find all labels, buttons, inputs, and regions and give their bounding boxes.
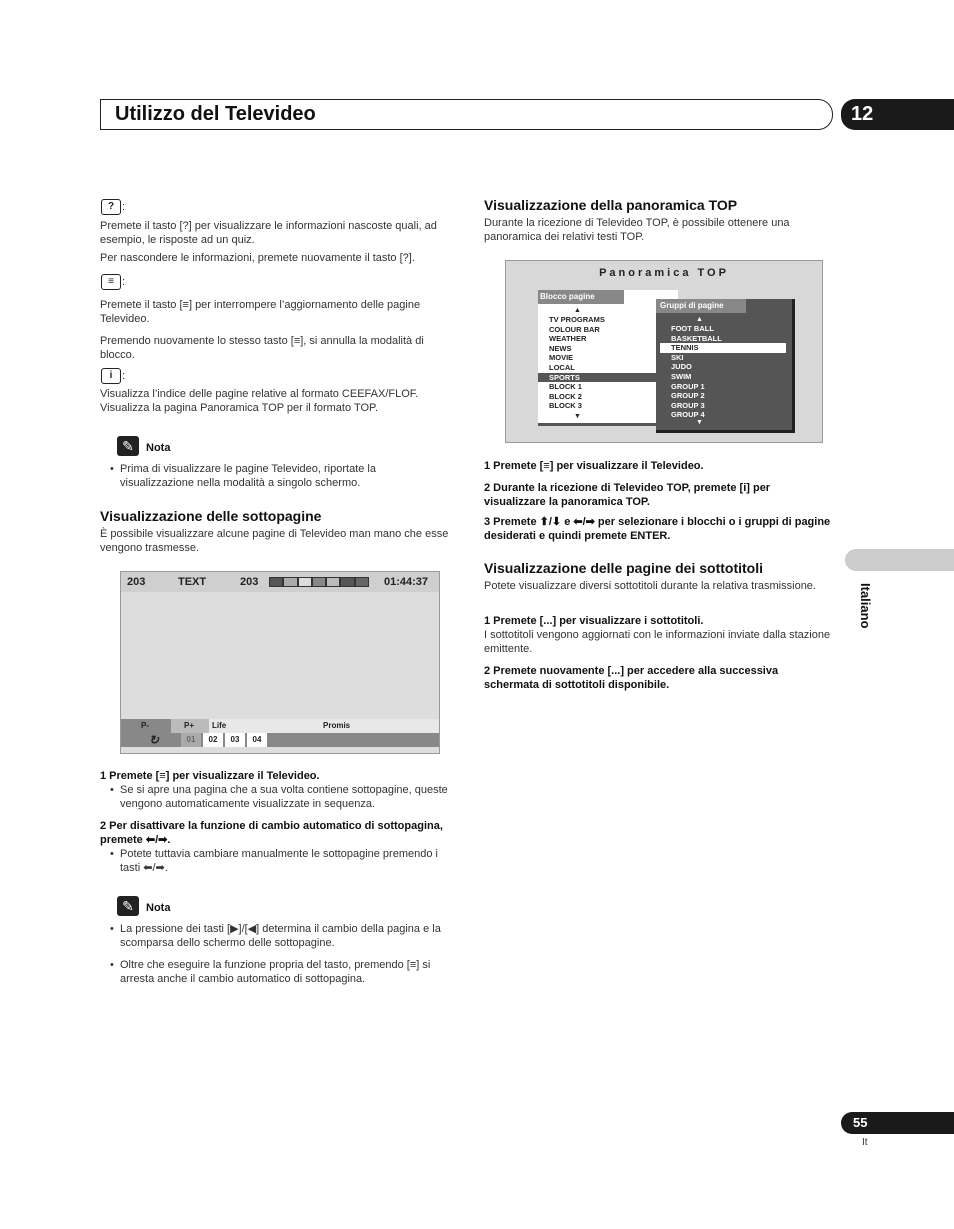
section-heading-subpages: Visualizzazione delle sottopagine xyxy=(100,508,322,524)
note-label-1: Nota xyxy=(146,442,171,454)
teletext-p-minus: P- xyxy=(141,721,149,730)
page-block-item[interactable]: COLOUR BAR xyxy=(549,324,600,334)
note-bullet: • Prima di visualizzare le pagine Televideo, riportate la visualizzazione nella modalità a singolo schermo. xyxy=(100,462,410,490)
subpage-01: 01 xyxy=(181,733,201,747)
top-step-2: 2 Durante la ricezione di Televideo TOP, premete [i] per visualizzare la panoramica TOP. xyxy=(484,482,771,508)
subpages-step-1-bullet: • Se si apre una pagina che a sua volta contiene sottopagine, queste vengono automaticamente visualizzate in sequenza. xyxy=(100,783,460,811)
icon-colon-2: : xyxy=(122,276,126,288)
page-group-item[interactable]: JUDO xyxy=(671,362,692,372)
chapter-title-bar xyxy=(100,99,833,130)
page-group-item[interactable]: TENNIS xyxy=(660,343,786,353)
page-group-item[interactable]: SWIM xyxy=(671,371,692,381)
teletext-header-bar xyxy=(121,572,439,592)
note-list-2 xyxy=(100,922,460,986)
section-heading-top: Visualizzazione della panoramica TOP xyxy=(484,197,738,213)
teletext-subpage-screen xyxy=(120,571,440,754)
cycle-icon: ↻ xyxy=(149,733,160,747)
top-panel-title: Panoramica TOP xyxy=(599,267,729,279)
teletext-subpage-row xyxy=(121,733,439,747)
chapter-number: 12 xyxy=(851,103,874,125)
page-block-heading: Blocco pagine xyxy=(538,290,624,304)
page-block-item[interactable]: SPORTS xyxy=(538,373,678,383)
teletext-life: Life xyxy=(212,721,227,730)
language-tab xyxy=(845,549,954,571)
subpage-02: 02 xyxy=(203,733,223,747)
page-block-item[interactable]: TV PROGRAMS xyxy=(549,315,605,324)
note-pencil-icon-2: ✎ xyxy=(117,896,139,916)
page-group-item[interactable]: GROUP 1 xyxy=(671,381,705,391)
subpages-intro: È possibile visualizzare alcune pagine di Televideo man mano che esse vengono trasmesse. xyxy=(100,528,449,554)
index-text: Visualizza l’indice delle pagine relative al formato CEEFAX/FLOF. Visualizza la pagina Panoramica TOP per il formato TOP. xyxy=(100,388,419,414)
subpages-step-2-list xyxy=(100,847,460,875)
page-number: 55 xyxy=(853,1115,868,1130)
page-title: Utilizzo del Televideo xyxy=(115,103,316,125)
note-bullet-2a: • La pressione dei tasti [▶]/[◀] determina il cambio della pagina e la scomparsa dello schermo delle sottopagine. xyxy=(100,922,460,950)
section-heading-subtitles: Visualizzazione delle pagine dei sottotitoli xyxy=(484,560,764,576)
icon-colon-1: : xyxy=(122,201,126,213)
language-label: Italiano xyxy=(858,583,873,629)
subpages-step-1-list xyxy=(100,783,460,811)
scroll-down-icon-2: ▼ xyxy=(696,419,703,426)
page-block-item[interactable]: BLOCK 3 xyxy=(549,401,582,411)
page-group-item[interactable]: FOOT BALL xyxy=(671,324,714,333)
top-step-3: 3 Premete ⬆/⬇ e ⬅/➡ per selezionare i blocchi o i gruppi di pagine desiderati e quindi premete ENTER. xyxy=(484,516,831,542)
subpage-03: 03 xyxy=(225,733,245,747)
page-group-item[interactable]: SKI xyxy=(671,352,684,362)
subpages-step-1: 1 Premete [≡] per visualizzare il Televideo. xyxy=(100,770,320,782)
teletext-page-left: 203 xyxy=(127,576,146,588)
subpages-step-2-bullet: • Potete tuttavia cambiare manualmente le sottopagine premendo i tasti ⬅/➡. xyxy=(100,847,460,875)
page-group-item[interactable]: BASKETBALL xyxy=(671,333,722,343)
index-key-icon: i xyxy=(101,368,121,384)
teletext-text-label: TEXT xyxy=(178,576,207,588)
teletext-promis: Promis xyxy=(323,721,351,730)
scroll-up-icon-2: ▲ xyxy=(696,316,703,323)
hold-text-2: Premendo nuovamente lo stesso tasto [≡], si annulla la modalità di blocco. xyxy=(100,335,424,361)
page-block-item[interactable]: LOCAL xyxy=(549,362,575,372)
teletext-color-bars xyxy=(269,577,369,587)
teletext-page-right: 203 xyxy=(240,576,259,588)
subtitles-step-2: 2 Premete nuovamente [...] per accedere alla successiva schermata di sottotitoli disponibile. xyxy=(484,665,779,691)
page-group-list xyxy=(656,299,795,433)
note-pencil-icon: ✎ xyxy=(117,436,139,456)
subtitles-step-1-text: I sottotitoli vengono aggiornati con le informazioni inviate dalla stazione emittente. xyxy=(484,629,831,655)
reveal-text-2: Per nascondere le informazioni, premete nuovamente il tasto [?]. xyxy=(100,252,415,264)
subpages-step-2: 2 Per disattivare la funzione di cambio automatico di sottopagina, premete ⬅/➡. xyxy=(100,820,443,846)
page-group-item[interactable]: GROUP 4 xyxy=(671,410,705,420)
top-intro: Durante la ricezione di Televideo TOP, è possibile ottenere una panoramica dei relativi testi TOP. xyxy=(484,217,790,243)
teletext-time: 01:44:37 xyxy=(384,576,429,588)
page-block-item[interactable]: BLOCK 1 xyxy=(549,382,582,392)
icon-colon-3: : xyxy=(122,370,126,382)
page-group-item[interactable]: GROUP 3 xyxy=(671,400,705,410)
subtitles-intro: Potete visualizzare diversi sottotitoli durante la relativa trasmissione. xyxy=(484,580,816,592)
teletext-fastext-row xyxy=(121,719,439,733)
page-number-tab xyxy=(841,1112,954,1134)
subtitles-step-1: 1 Premete [...] per visualizzare i sottotitoli. xyxy=(484,615,704,627)
hold-key-icon: ≡ xyxy=(101,274,121,290)
note-list-1 xyxy=(100,462,410,490)
page-block-item[interactable]: MOVIE xyxy=(549,353,574,363)
note-bullet-2b: • Oltre che eseguire la funzione propria del tasto, premendo [≡] si arresta anche il cambio automatico di sottopagina. xyxy=(100,958,460,986)
note-label-2: Nota xyxy=(146,902,171,914)
scroll-down-icon: ▼ xyxy=(574,413,581,420)
top-overview-panel xyxy=(505,260,823,443)
reveal-text-1: Premete il tasto [?] per visualizzare le informazioni nascoste quali, ad esempio, le risposte ad un quiz. xyxy=(100,220,437,246)
chapter-number-tab xyxy=(841,99,954,130)
page-block-item[interactable]: BLOCK 2 xyxy=(549,391,582,401)
scroll-up-icon: ▲ xyxy=(574,307,581,314)
page-group-item[interactable]: GROUP 2 xyxy=(671,391,705,401)
subpage-04: 04 xyxy=(247,733,267,747)
hold-text-1: Premete il tasto [≡] per interrompere l’aggiornamento delle pagine Televideo. xyxy=(100,299,421,325)
page-group-heading: Gruppi di pagine xyxy=(656,299,746,313)
top-step-1: 1 Premete [≡] per visualizzare il Televideo. xyxy=(484,460,704,472)
page-block-item[interactable]: WEATHER xyxy=(549,334,587,344)
page-block-item[interactable]: NEWS xyxy=(549,343,572,353)
page-language-code: It xyxy=(862,1137,868,1148)
reveal-key-icon: ? xyxy=(101,199,121,215)
page-group-items xyxy=(660,324,786,420)
teletext-p-plus: P+ xyxy=(184,721,195,730)
